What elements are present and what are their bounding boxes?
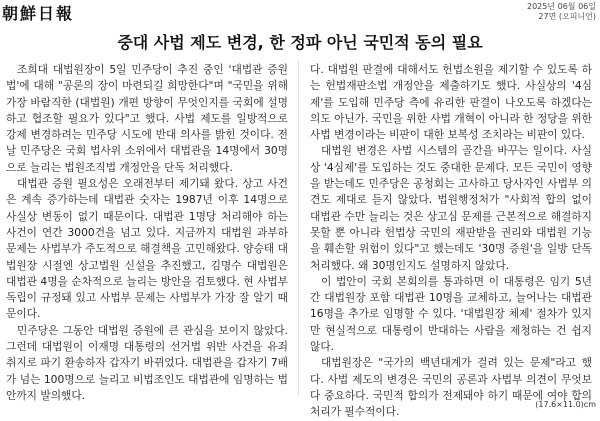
article-paragraph: 민주당은 그동안 대법원 증원에 큰 관심을 보이지 않았다. 그런데 대법원이 이재명 대통령의 선거법 위반 사건을 유죄 취지로 파기 환송하자 갑자기 바뀌었다. 대법관을 갑자기 7배가 넘는 100명으로 늘리고 비법조인도 대법관에 임명하는 법안까지 발의했다.: [6, 323, 288, 402]
article-paragraph: 대법원 변경은 사법 시스템의 골간을 바꾸는 일이다. 사실상 '4심제'를 도입하는 것도 중대한 문제다. 모든 국민이 영향을 받는데도 민주당은 공청회는 고사하고 당사자인 사법부 의견도 제대로 듣지 않았다. 법원행정처가 "사회적 합의 없이 대법관 수만 늘리는 것은 상고심 문제를 근본적으로 해결하지 못할 뿐 아니라 헌법상 국민의 재판받을 권리와 대법원 기능을 훼손할 위험이 있다"고 했는데도 '30명 증원'을 일방 단독 처리했다. 왜 30명인지도 설명하지 않았다.: [310, 144, 592, 272]
article-paragraph: 대법관 증원 필요성은 오래전부터 제기돼 왔다. 상고 사건은 계속 증가하는데 대법관 숫자는 1987년 이후 14명으로 사실상 변동이 없기 때문이다. 대법관 1명당 처리해야 하는 사건이 연간 3000건을 넘고 있다. 지금까지 대법원 과부하 문제는 사법부가 주도적으로 해결책을 고민해왔다. 양승태 대법원장 시절엔 상고법원 신설을 추진했고, 김명수 대법원은 대법관 4명을 순차적으로 늘리는 방안을 검토했다. 현 사법부 독립이 규정돼 있고 사법부 문제는 사법부가 가장 잘 알기 때문이다.: [6, 177, 288, 321]
publication-info: [527, 2, 596, 22]
article-right-column: [310, 62, 592, 421]
article-paragraph: 조희대 대법원장이 5일 민주당이 추진 중인 '대법관 증원법'에 대해 "공론의 장이 마련되길 희망한다"며 "국민을 위해 가장 바람직한 (대법원) 개편 방향이 무엇인지를 국회에 설명하고 협조할 필요가 있다"고 했다. 사법 제도를 일방적으로 강제 변경하려는 민주당 시도에 반대 의사를 밝힌 것이다. 전날 민주당은 국회 법사위 소위에서 대법관을 14명에서 30명으로 늘리는 법원조직법 개정안을 단독 처리했다.: [6, 63, 288, 174]
column-divider: [298, 60, 299, 395]
article-paragraph: 대법원장은 "국가의 백년대계가 걸려 있는 문제"라고 했다. 사법 제도의 변경은 국민의 공론과 사법부 의견이 무엇보다 중요하다. 국민적 합의가 전제돼야 하기 때문에 여야 합의 처리가 필수적이다.: [310, 356, 592, 419]
newspaper-masthead: 朝鮮日報: [2, 4, 75, 23]
article-paragraph-continued: 다. 대법원 판결에 대해서도 헌법소원을 제기할 수 있도록 하는 헌법재판소법 개정안을 제출하기도 했다. 사실상의 '4심제'를 도입해 민주당 측에 유리한 판결이 나오도록 하겠다는 의도 아닌가. 국민을 위한 사법 개혁이 아니라 한 정당을 위한 사법 변경이라는 비판이 대한 보복성 조치라는 비판이 있다.: [310, 63, 592, 142]
clip-size-label: (17.6×11.0)cm: [535, 400, 596, 409]
publication-date: 2025년 06월 06일: [527, 2, 596, 11]
article-headline: 중대 사법 제도 변경, 한 정파 아닌 국민적 동의 필요: [117, 33, 483, 52]
publication-page: 27면 (오피니언): [538, 12, 596, 21]
article-paragraph: 이 법안이 국회 본회의를 통과하면 이 대통령은 임기 5년간 대법원장 포함 대법관 10명을 교체하고, 늘어나는 대법관 16명을 추가로 임명할 수 있다. '대법원장 체제' 절차가 있지만 현실적으로 대통령이 반대하는 사람을 제청하는 건 쉽지 않다.: [310, 274, 592, 354]
article-left-column: [6, 62, 288, 404]
